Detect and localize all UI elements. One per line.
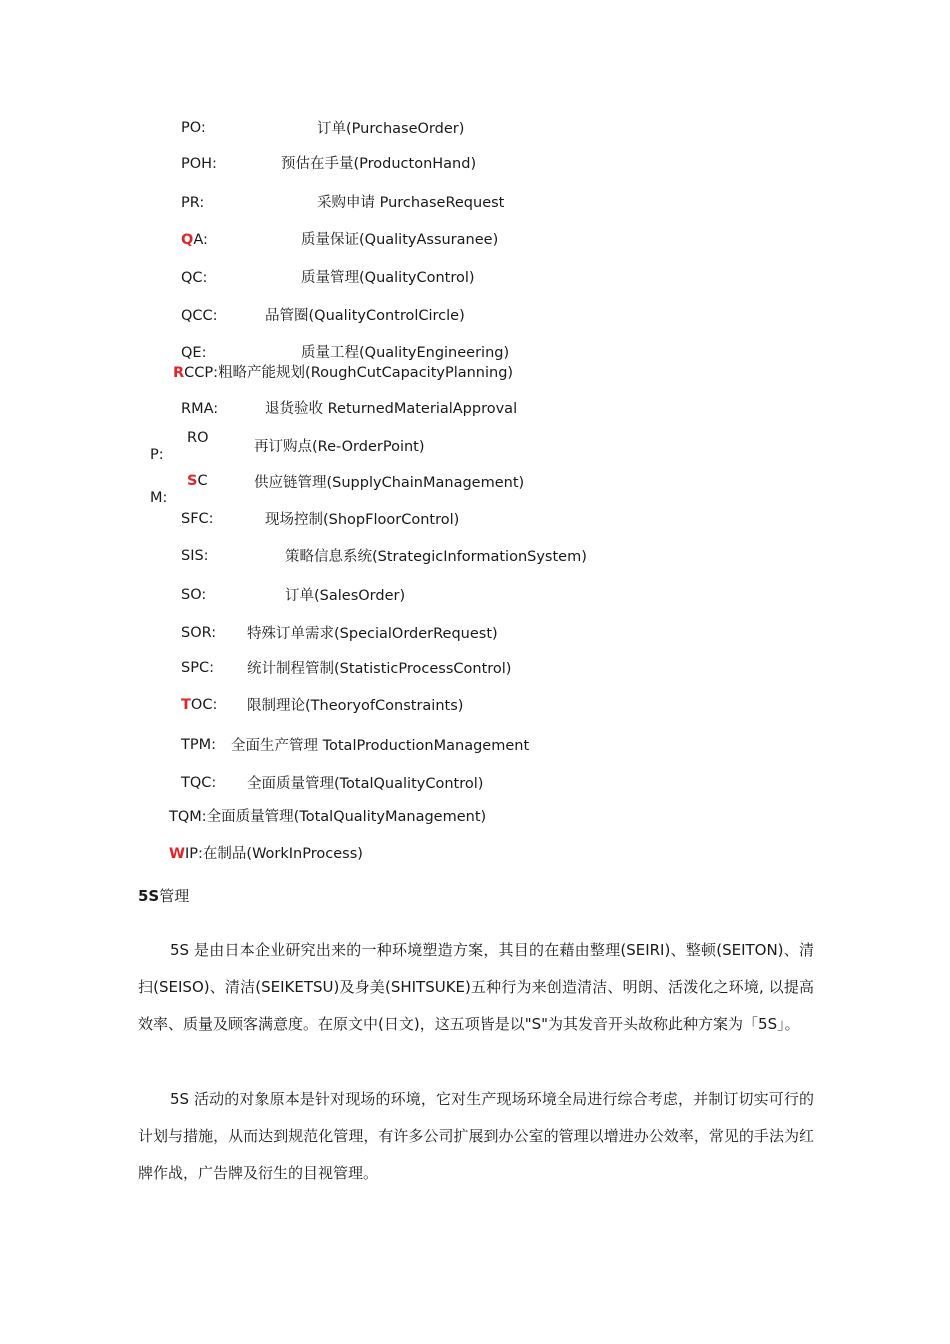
glossary-desc-qe: 质量工程(QualityEngineering) <box>301 345 510 361</box>
glossary-abbr-rop-suffix: P: <box>150 447 164 463</box>
glossary-abbr-qc: QC: <box>181 270 208 286</box>
paragraph-5s-scope: 5S 活动的对象原本是针对现场的环境，它对生产现场环境全局进行综合考虑，并制订切实可行的计划与措施，从而达到规范化管理，有许多公司扩展到办公室的管理以增进办公效率，常见的手法为红牌作战，广告牌及衍生的目视管理。 <box>138 1090 814 1182</box>
glossary-abbr-scm: SC <box>187 473 208 489</box>
glossary-desc-po: 订单(PurchaseOrder) <box>317 121 465 137</box>
glossary-abbr-rop: RO <box>187 430 209 446</box>
glossary-entry-wip: WIP:在制品(WorkInProcess) <box>169 846 363 862</box>
paragraph-5s-intro: 5S 是由日本企业研究出来的一种环境塑造方案，其目的在藉由整理(SEIRI)、整顿(SEITON)、清扫(SEISO)、清洁(SEIKETSU)及身美(SHITSUKE)五种行为来创造清洁、明朗、活泼化之环境, 以提高效率、质量及顾客满意度。在原文中(日文)，这五项皆是以"S"为其发音开头故称此种方案为「5S」。 <box>138 941 814 1033</box>
glossary-desc-pr: 采购申请 PurchaseRequest <box>317 195 505 211</box>
glossary-abbr-po: PO: <box>181 120 206 136</box>
glossary-entry-rccp: RCCP:粗略产能规划(RoughCutCapacityPlanning) <box>173 365 514 381</box>
glossary-abbr-sfc: SFC: <box>181 511 214 527</box>
glossary-desc-spc: 统计制程管制(StatisticProcessControl) <box>247 661 512 677</box>
glossary-abbr-pr: PR: <box>181 195 205 211</box>
glossary-abbr-qe: QE: <box>181 345 207 361</box>
glossary-desc-qcc: 品管圈(QualityControlCircle) <box>265 308 465 324</box>
glossary-desc-poh: 预估在手量(ProductonHand) <box>281 156 477 172</box>
glossary-desc-tqc: 全面质量管理(TotalQualityControl) <box>247 776 484 792</box>
glossary-abbr-sor: SOR: <box>181 625 217 641</box>
glossary-abbr-spc: SPC: <box>181 660 214 676</box>
glossary-abbr-so: SO: <box>181 587 207 603</box>
glossary-abbr-rma: RMA: <box>181 401 219 417</box>
glossary-desc-toc: 限制理论(TheoryofConstraints) <box>247 698 464 714</box>
glossary-abbr-qcc: QCC: <box>181 308 218 324</box>
glossary-desc-sfc: 现场控制(ShopFloorControl) <box>265 512 460 528</box>
glossary-abbr-toc: TOC: <box>181 697 218 713</box>
glossary-abbr-qa: QA: <box>181 232 208 248</box>
glossary-desc-qa: 质量保证(QualityAssuranee) <box>301 232 499 248</box>
glossary-desc-qc: 质量管理(QualityControl) <box>301 270 475 286</box>
glossary-abbr-tpm: TPM: <box>181 737 216 753</box>
glossary-entry-tqm: TQM:全面质量管理(TotalQualityManagement) <box>169 809 487 825</box>
glossary-desc-sis: 策略信息系统(StrategicInformationSystem) <box>285 549 587 565</box>
glossary-abbr-tqc: TQC: <box>181 775 217 791</box>
glossary-desc-sor: 特殊订单需求(SpecialOrderRequest) <box>247 626 498 642</box>
glossary-abbr-scm-suffix: M: <box>150 490 168 506</box>
glossary-desc-tpm: 全面生产管理 TotalProductionManagement <box>231 738 530 754</box>
glossary-desc-so: 订单(SalesOrder) <box>285 588 406 604</box>
glossary-desc-rop: 再订购点(Re-OrderPoint) <box>254 439 425 455</box>
glossary-desc-scm: 供应链管理(SupplyChainManagement) <box>254 475 525 491</box>
glossary-abbr-sis: SIS: <box>181 548 209 564</box>
glossary-desc-rma: 退货验收 ReturnedMaterialApproval <box>265 401 518 417</box>
glossary-abbr-poh: POH: <box>181 156 217 172</box>
section-heading-5s: 5S管理 <box>138 887 190 905</box>
